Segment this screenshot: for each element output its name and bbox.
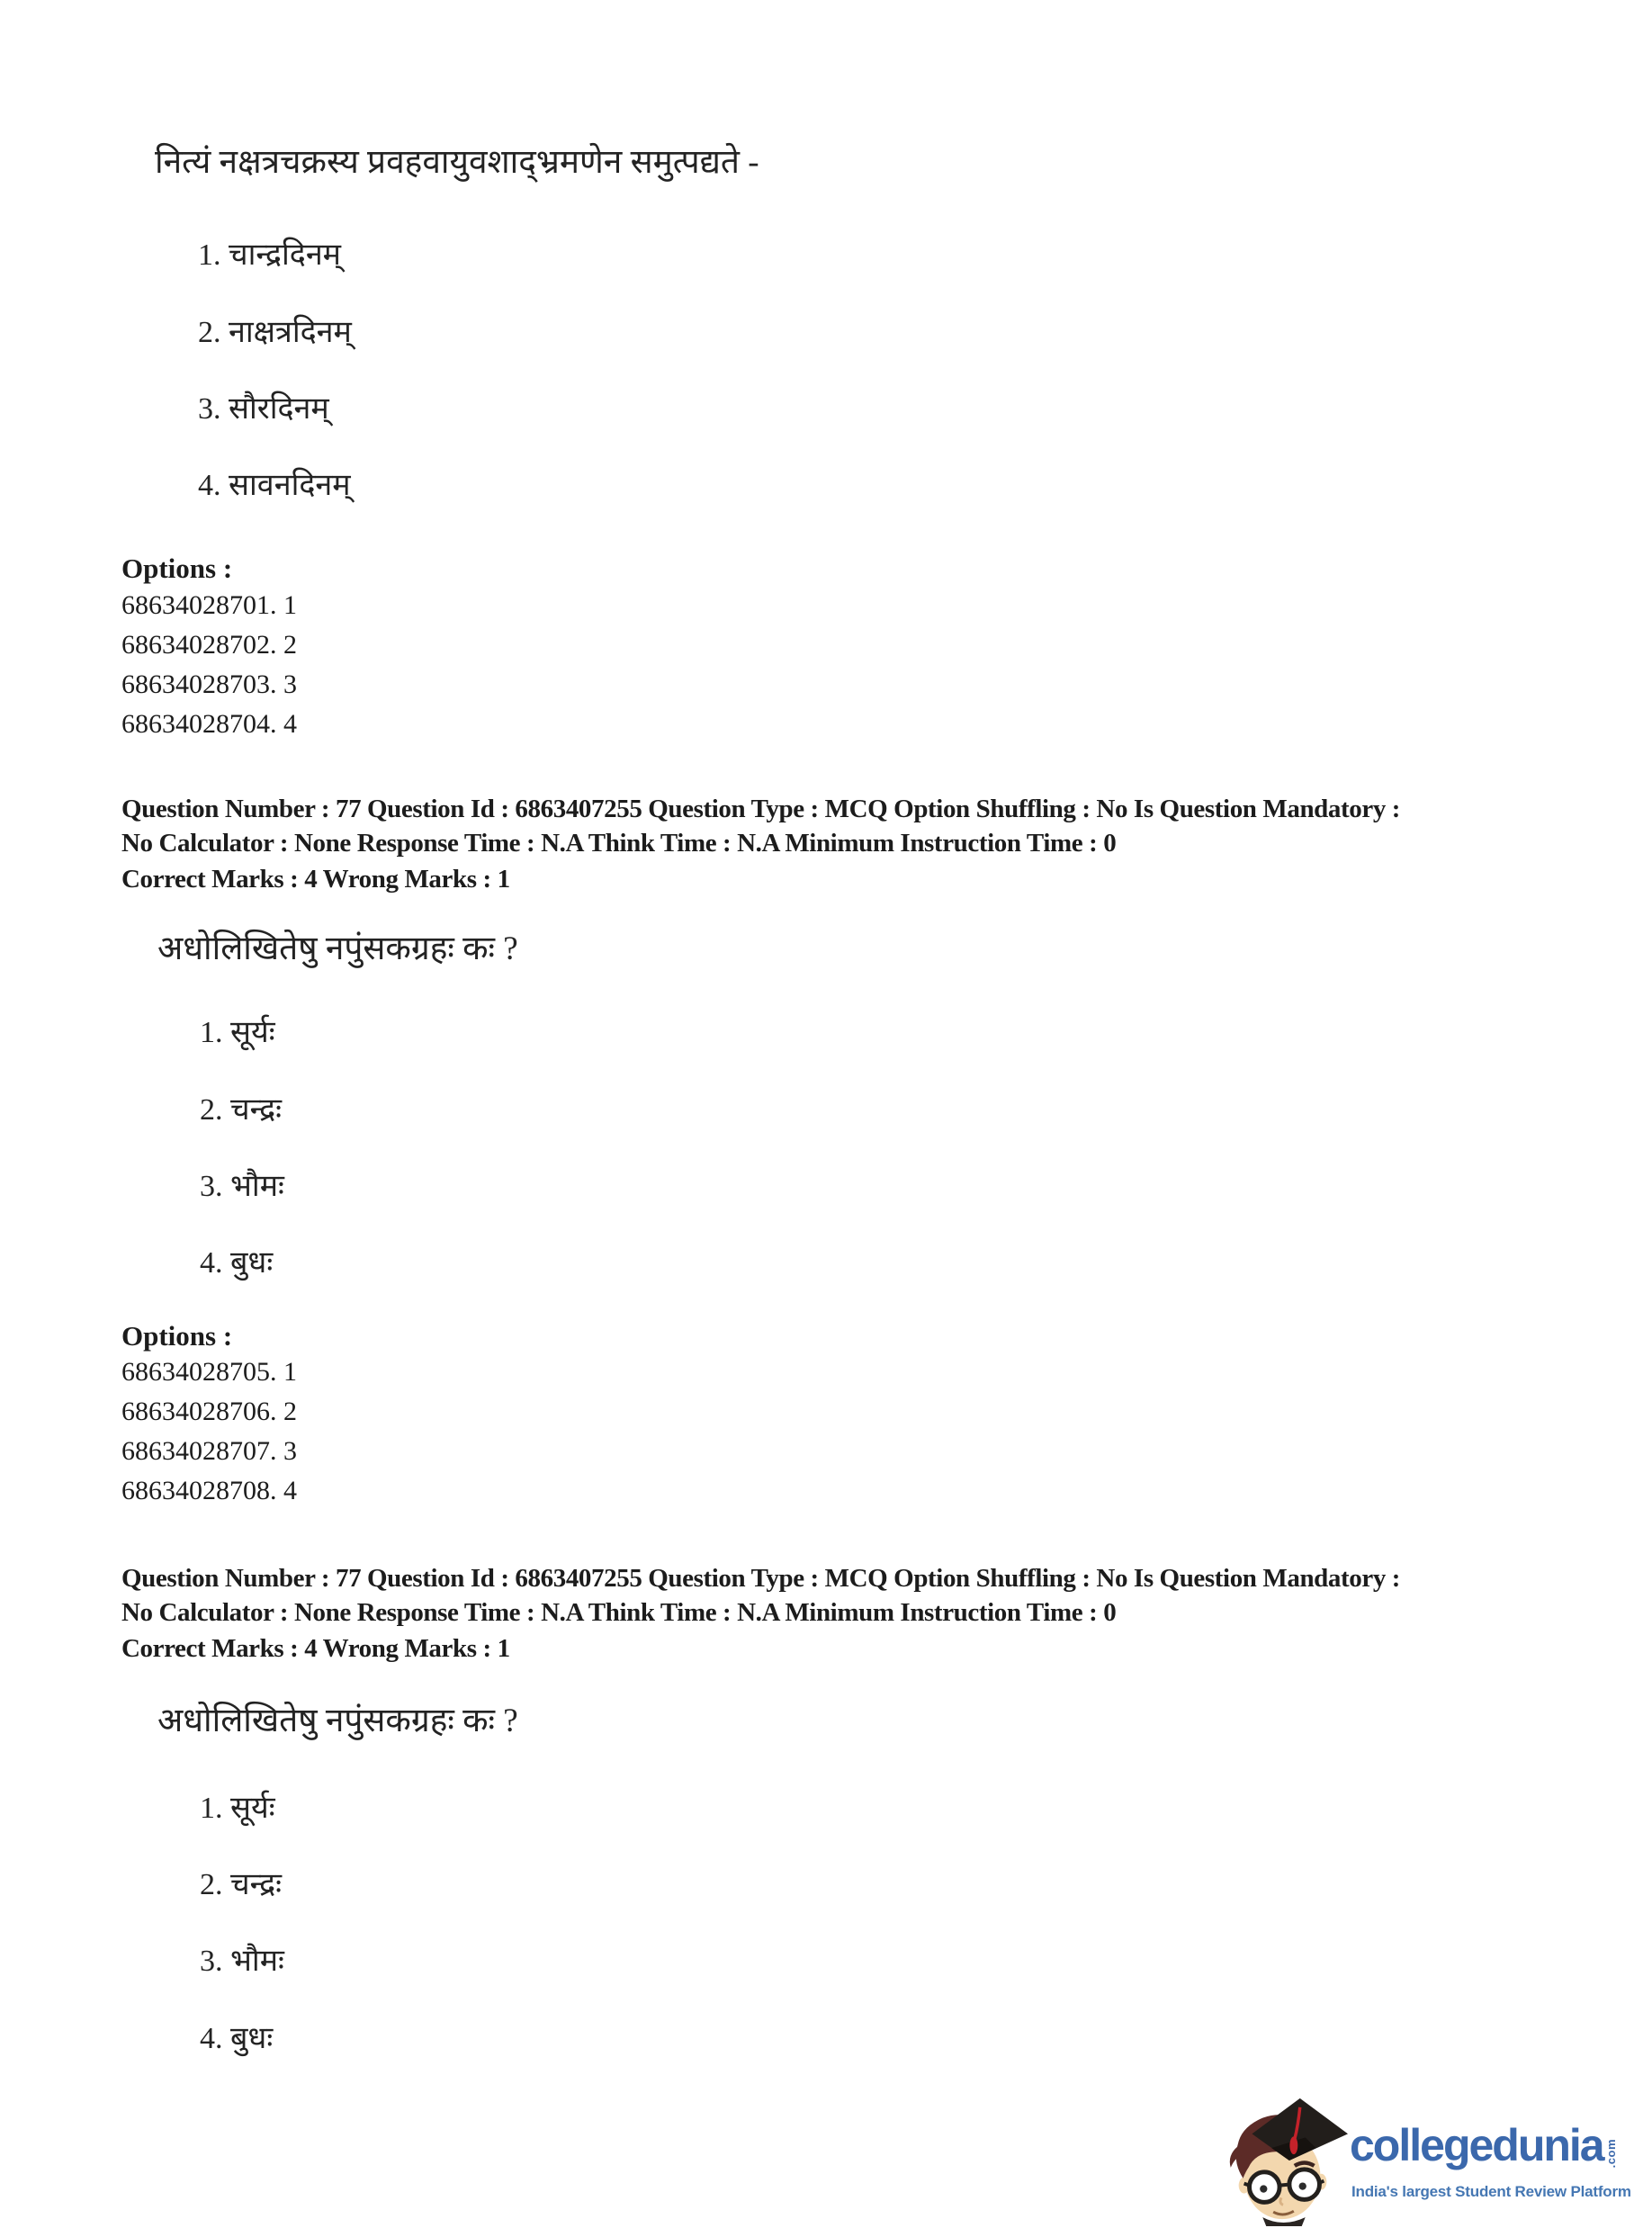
choice-item: 1. सूर्यः — [200, 1792, 275, 1825]
choice-item: 2. नाक्षत्रदिनम् — [198, 316, 352, 349]
collegedunia-tld: .com — [1603, 2138, 1618, 2168]
question-stem: अधोलिखितेषु नपुंसकग्रहः कः ? — [157, 930, 518, 967]
option-id-row: 68634028703. 3 — [121, 669, 297, 699]
option-id-row: 68634028706. 2 — [121, 1397, 297, 1426]
marks-line: Correct Marks : 4 Wrong Marks : 1 — [121, 865, 510, 894]
options-heading: Options : — [121, 553, 233, 584]
choice-item: 4. बुधः — [200, 1246, 274, 1280]
options-heading: Options : — [121, 1320, 233, 1352]
choice-item: 1. सूर्यः — [200, 1016, 275, 1049]
option-id-row: 68634028702. 2 — [121, 630, 297, 660]
option-id-row: 68634028701. 1 — [121, 590, 297, 620]
metadata-line: No Calculator : None Response Time : N.A Think Time : N.A Minimum Instruction Time : 0 — [121, 829, 1117, 858]
question-stem: नित्यं नक्षत्रचक्रस्य प्रवहवायुवशाद्भ्रमणेन समुत्पद्यते - — [155, 144, 759, 181]
marks-line: Correct Marks : 4 Wrong Marks : 1 — [121, 1634, 510, 1663]
option-id-row: 68634028705. 1 — [121, 1357, 297, 1387]
choice-item: 2. चन्द्रः — [200, 1868, 283, 1901]
metadata-line: Question Number : 77 Question Id : 6863407255 Question Type : MCQ Option Shuffling : No Is Question Mandatory : — [121, 795, 1401, 823]
question-stem: अधोलिखितेषु नपुंसकग्रहः कः ? — [157, 1702, 518, 1739]
student-graduate-mascot-icon — [1217, 2092, 1350, 2227]
question-metadata-block — [121, 792, 1400, 896]
collegedunia-logo[interactable] — [1217, 2092, 1650, 2227]
option-id-row: 68634028708. 4 — [121, 1476, 297, 1505]
choice-item: 1. चान्द्रदिनम् — [198, 238, 342, 272]
metadata-line: No Calculator : None Response Time : N.A Think Time : N.A Minimum Instruction Time : 0 — [121, 1598, 1117, 1627]
choice-item: 3. भौमः — [200, 1945, 284, 1978]
question-metadata-block — [121, 1561, 1400, 1666]
choice-item: 4. सावनदिनम् — [198, 469, 351, 502]
collegedunia-wordmark: collegedunia — [1350, 2120, 1603, 2170]
option-id-row: 68634028704. 4 — [121, 709, 297, 739]
collegedunia-tagline: India's largest Student Review Platform — [1351, 2183, 1631, 2200]
choice-item: 3. भौमः — [200, 1170, 284, 1203]
choice-item: 2. चन्द्रः — [200, 1093, 283, 1127]
choice-item: 4. बुधः — [200, 2022, 274, 2055]
option-id-row: 68634028707. 3 — [121, 1436, 297, 1466]
choice-item: 3. सौरदिनम् — [198, 392, 329, 426]
metadata-line: Question Number : 77 Question Id : 6863407255 Question Type : MCQ Option Shuffling : No Is Question Mandatory : — [121, 1564, 1401, 1593]
